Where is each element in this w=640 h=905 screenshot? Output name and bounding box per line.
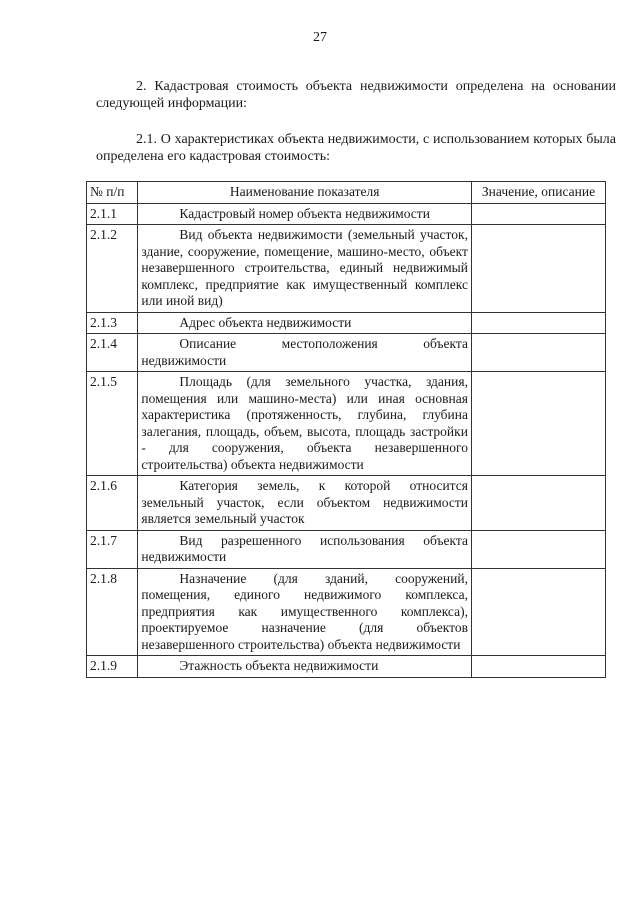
page-number: 27: [313, 30, 327, 45]
row-value-cell: [471, 476, 605, 531]
table-row: [87, 530, 606, 568]
table-header-row: [87, 182, 606, 204]
row-value-cell: [471, 334, 605, 372]
row-num: 2.1.7: [87, 530, 138, 568]
row-name: [138, 476, 472, 531]
header-num: № п/п: [87, 182, 138, 204]
row-name: [138, 372, 472, 476]
header-name: Наименование показателя: [138, 182, 472, 204]
paragraph-characteristics: [96, 131, 616, 165]
row-name-text: Назначение (для зданий, сооружений, помещения, единого недвижимого комплекса, предприятия как имущественного комплекса), проектируемое назначение (для объектов незавершенного строительства) объекта недвижимости: [141, 570, 468, 652]
row-name-text: Адрес объекта недвижимости: [179, 314, 352, 330]
paragraph-text: 2.1. О характеристиках объекта недвижимости, с использованием которых была определена его кадастровая стоимость:: [96, 132, 616, 164]
row-name-text: Кадастровый номер объекта недвижимости: [179, 205, 430, 221]
table-row: [87, 568, 606, 656]
row-value-cell: [471, 530, 605, 568]
row-num: 2.1.4: [87, 334, 138, 372]
row-num: 2.1.5: [87, 372, 138, 476]
table-row: [87, 203, 606, 225]
table-row: [87, 225, 606, 313]
row-name: [138, 203, 472, 225]
row-value-cell: [471, 372, 605, 476]
paragraph-cadastral-basis: [96, 78, 616, 112]
table-row: [87, 372, 606, 476]
header-value: Значение, описание: [471, 182, 605, 204]
row-name: [138, 568, 472, 656]
row-num: 2.1.3: [87, 312, 138, 334]
row-num: 2.1.8: [87, 568, 138, 656]
row-name-text: Описание местоположения объекта недвижимости: [141, 336, 468, 368]
row-value-cell: [471, 225, 605, 313]
row-value-cell: [471, 312, 605, 334]
table-row: [87, 312, 606, 334]
row-name-text: Площадь (для земельного участка, здания, помещения или машино-места) или иная основная характеристика (протяженность, глубина, глубина залегания, площадь, объем, высота, площадь застройки - для сооружения, объекта незавершенного строительства) объекта недвижимости: [141, 374, 468, 472]
row-num: 2.1.6: [87, 476, 138, 531]
row-name-text: Вид объекта недвижимости (земельный участок, здание, сооружение, помещение, машино-место, объект незавершенного строительства, единый недвижимый комплекс, предприятие как имущественный комплекс или иной вид): [141, 227, 468, 308]
row-name: [138, 225, 472, 313]
row-num: 2.1.9: [87, 656, 138, 678]
row-value-cell: [471, 656, 605, 678]
table-row: [87, 656, 606, 678]
row-name: [138, 334, 472, 372]
row-name: [138, 656, 472, 678]
row-name: [138, 530, 472, 568]
row-name-text: Категория земель, к которой относится земельный участок, если объектом недвижимости является земельный участок: [141, 478, 468, 526]
row-num: 2.1.1: [87, 203, 138, 225]
row-value-cell: [471, 568, 605, 656]
table-row: [87, 334, 606, 372]
table-row: [87, 476, 606, 531]
row-name-text: Этажность объекта недвижимости: [179, 658, 379, 673]
indicators-table: [86, 181, 606, 678]
paragraph-text: 2. Кадастровая стоимость объекта недвижимости определена на основании следующей информации:: [96, 79, 616, 111]
row-name: [138, 312, 472, 334]
row-name-text: Вид разрешенного использования объекта недвижимости: [141, 532, 468, 564]
row-value-cell: [471, 203, 605, 225]
row-num: 2.1.2: [87, 225, 138, 313]
